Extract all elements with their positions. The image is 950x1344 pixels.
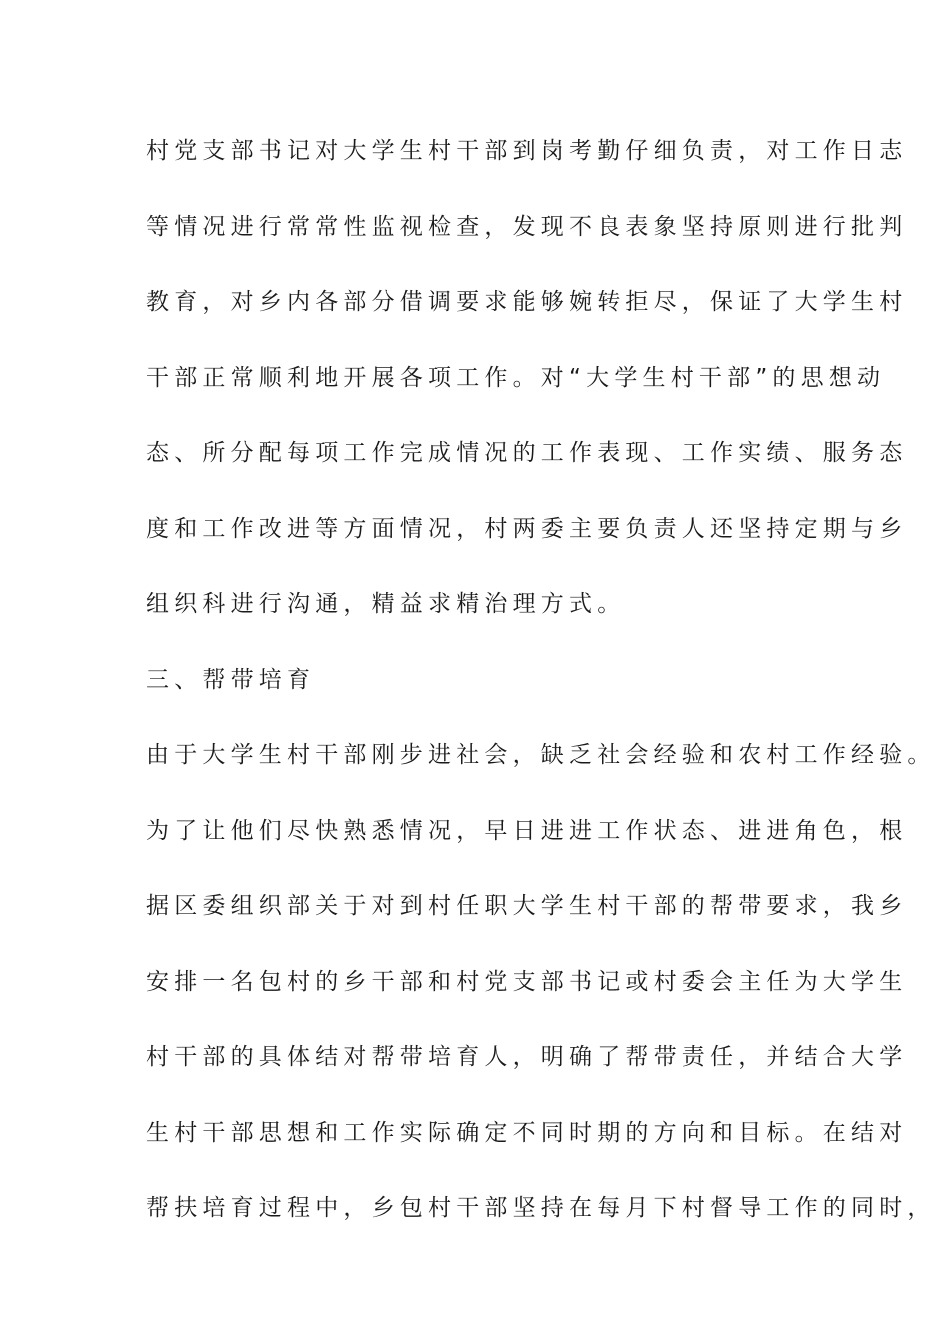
section-heading: 三、帮带培育 <box>146 666 316 693</box>
text-line: 村干部的具体结对帮带培育人，明确了帮带责任，并结合大学 <box>146 1044 908 1070</box>
text-line: 为了让他们尽快熟悉情况，早日进进工作状态、进进角色，根 <box>146 817 908 844</box>
text-line: 组织科进行沟通，精益求精治理方式。 <box>146 591 626 617</box>
text-line: 安排一名包村的乡干部和村党支部书记或村委会主任为大学生 <box>146 968 908 995</box>
text-line: 教育，对乡内各部分借调要求能够婉转拒尽，保证了大学生村 <box>146 289 908 315</box>
text-line: 干部正常顺利地开展各项工作。对“大学生村干部”的思想动 <box>146 364 886 391</box>
text-line: 等情况进行常常性监视检查，发现不良表象坚持原则进行批判 <box>146 213 908 240</box>
text-line: 生村干部思想和工作实际确定不同时期的方向和目标。在结对 <box>146 1119 908 1146</box>
text-line: 村党支部书记对大学生村干部到岗考勤仔细负责，对工作日志 <box>146 138 908 164</box>
text-line: 帮扶培育过程中，乡包村干部坚持在每月下村督导工作的同时， <box>146 1195 936 1221</box>
text-line: 据区委组织部关于对到村任职大学生村干部的帮带要求，我乡 <box>146 893 908 919</box>
text-line: 由于大学生村干部刚步进社会，缺乏社会经验和农村工作经验。 <box>146 742 936 768</box>
text-line: 度和工作改进等方面情况，村两委主要负责人还坚持定期与乡 <box>146 515 908 542</box>
text-line: 态、所分配每项工作完成情况的工作表现、工作实绩、服务态 <box>146 440 908 466</box>
document-body <box>146 126 936 1259</box>
